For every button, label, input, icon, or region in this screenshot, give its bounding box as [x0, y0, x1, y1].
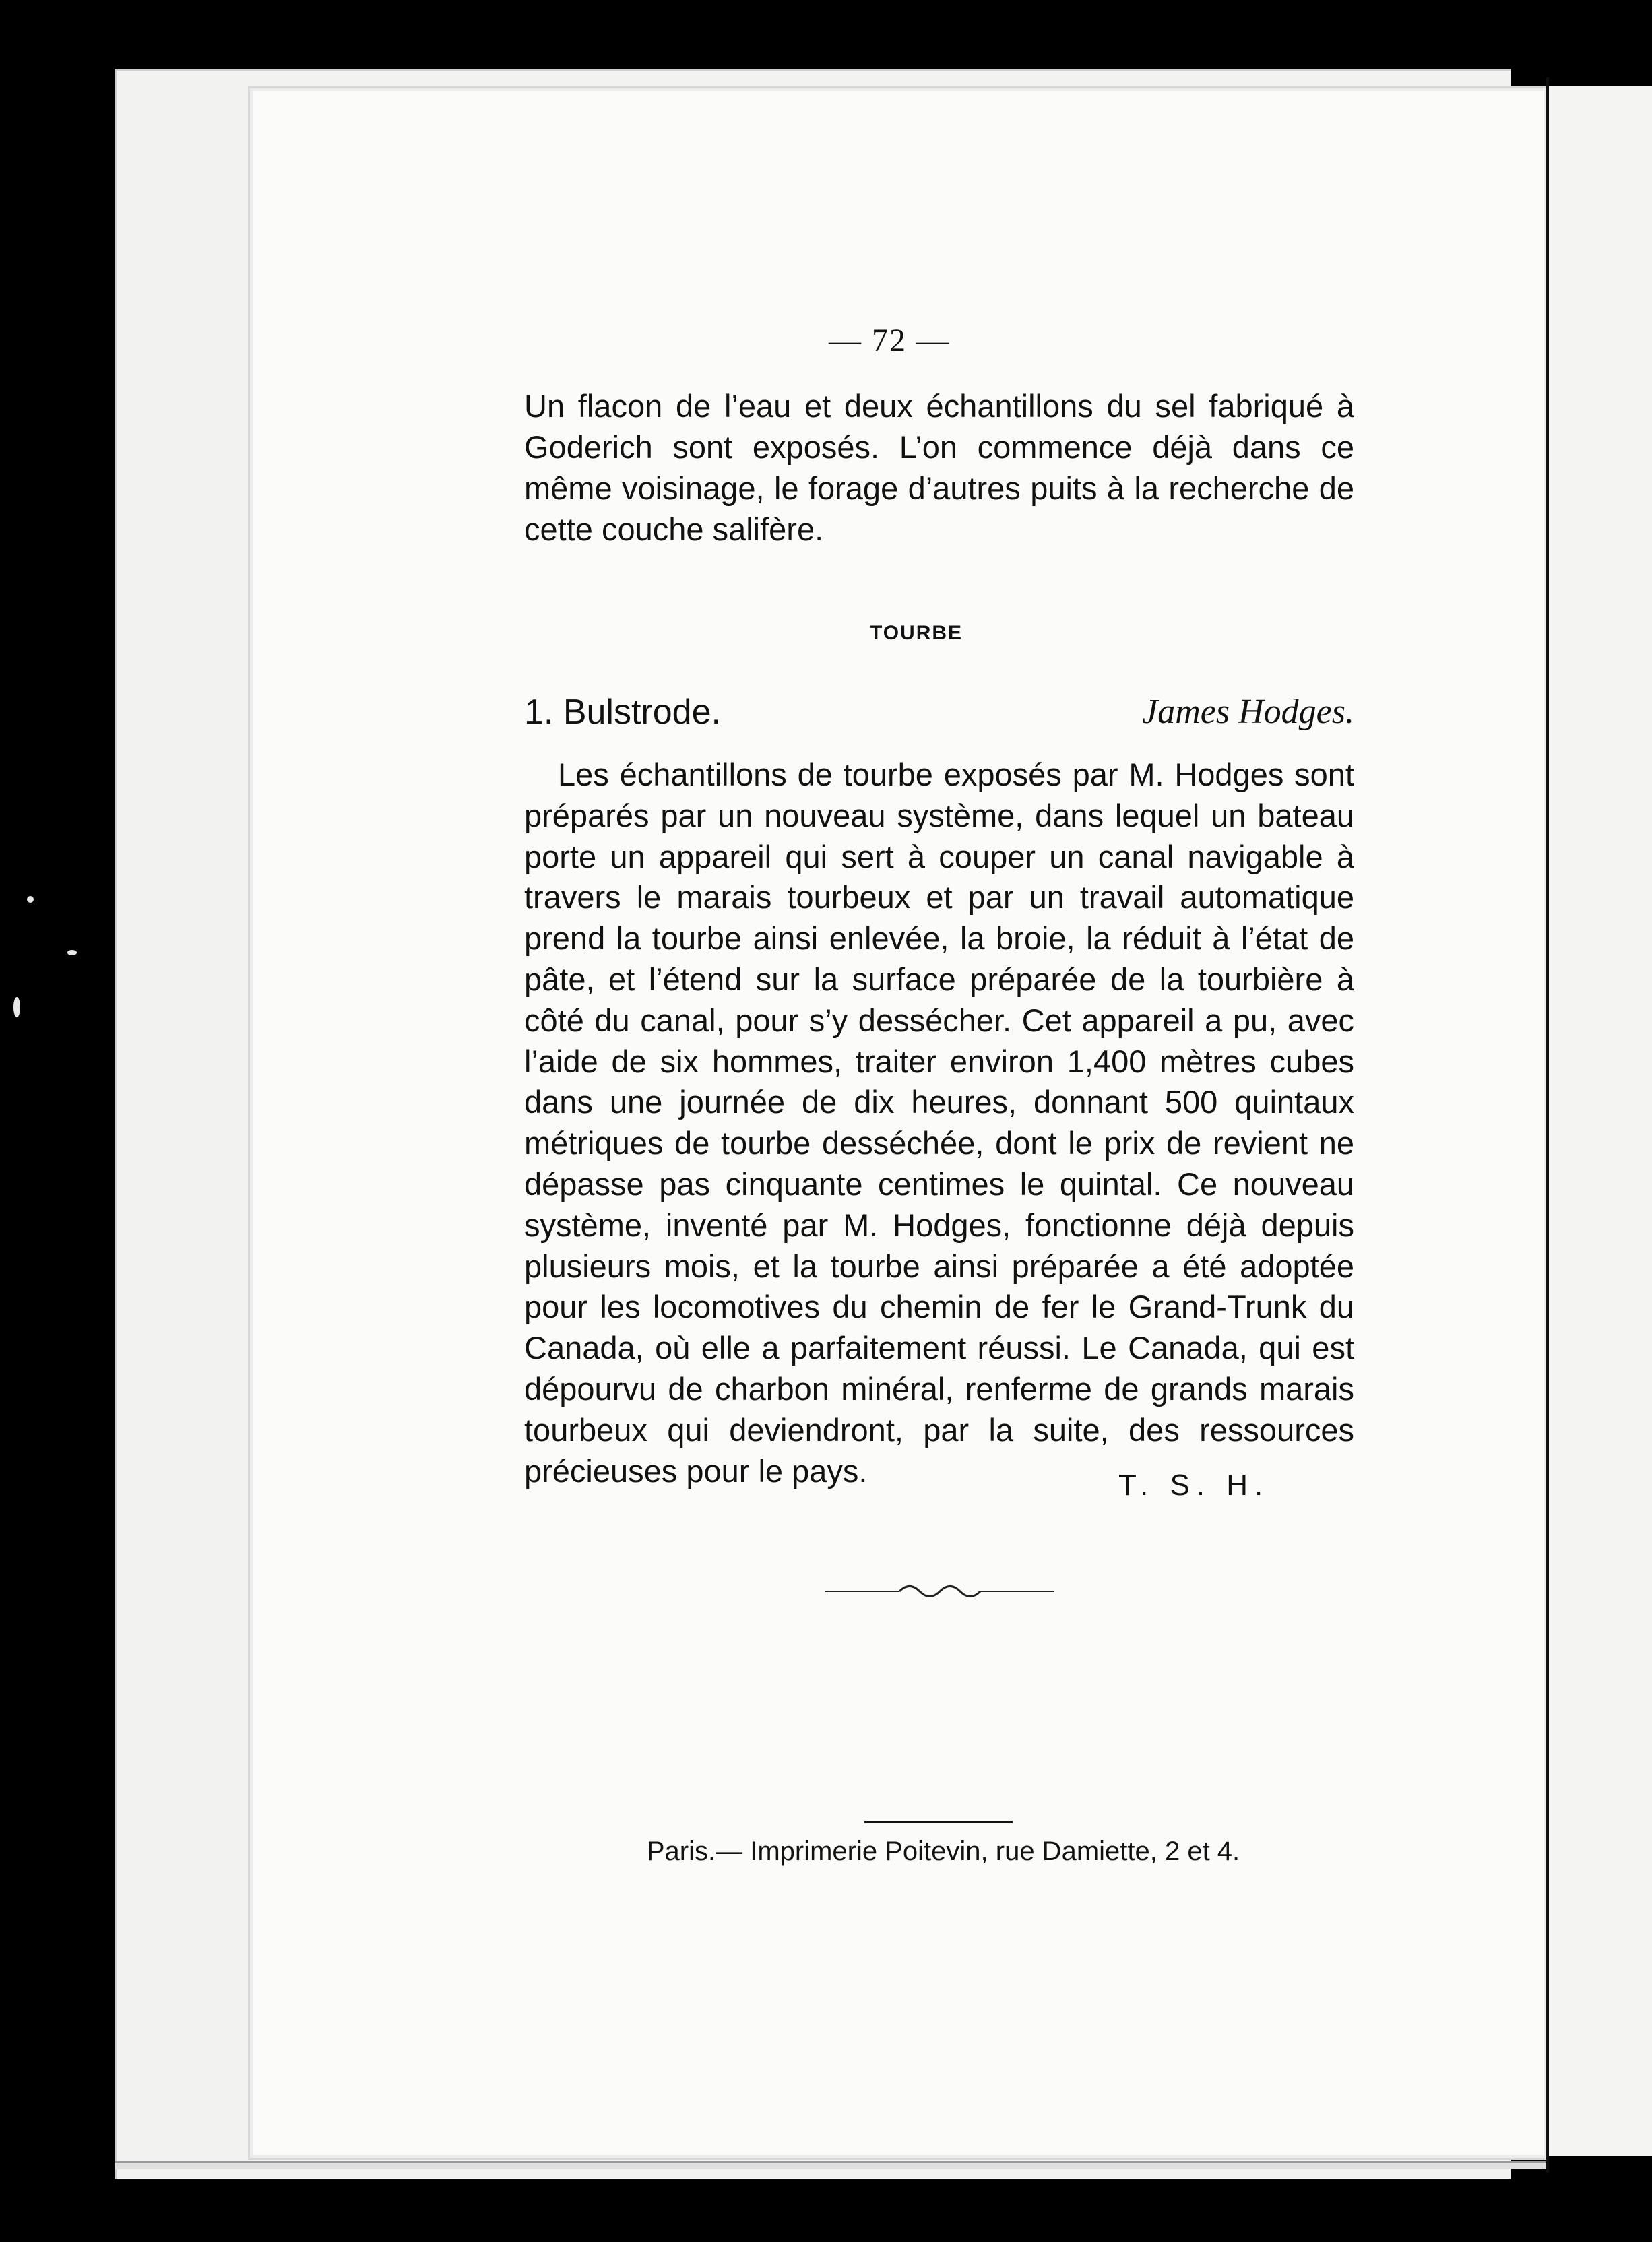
paragraph-peat: Les échantillons de tourbe exposés par M. Hodges sont préparés par un nouveau système, dans lequel un bateau porte un appareil qui sert à couper un canal navigable à travers le marais tourbeux et par un travail automatique prend la tourbe ainsi enlevée, la broie, la réduit à l’état de pâte, et l’étend sur la surface préparée de la tourbière à côté du canal, pour s’y dessécher. Cet appareil a pu, avec l’aide de six hommes, traiter environ 1,400 mètres cubes dans une journée de dix heures, donnant 500 quintaux métriques de tourbe desséchée, dont le prix de revient ne dépasse pas cinquante centimes le quintal. Ce nouveau système, inventé par M. Hodges, fonctionne déjà depuis plusieurs mois, et la tourbe ainsi préparée a été adoptée pour les locomotives du chemin de fer le Grand-Trunk du Canada, où elle a parfaitement réussi. Le Canada, qui est dépourvu de charbon minéral, renferme de grands marais tourbeux qui deviendront, par la suite, des ressources précieuses pour le pays.: [524, 757, 1354, 1489]
next-page-edge: [1548, 86, 1652, 2156]
entry-exhibitor: James Hodges.: [1142, 693, 1354, 731]
printer-imprint: Paris.— Imprimerie Poitevin, rue Damiette, 2 et 4.: [646, 1836, 1240, 1866]
ornament-divider: [825, 1578, 1054, 1605]
scan-speck: [67, 950, 77, 955]
scan-speck: [13, 997, 20, 1017]
page-number: — 72 —: [829, 323, 950, 358]
page-edge-line: [1546, 77, 1549, 2173]
signature-initials: T. S. H.: [1118, 1469, 1270, 1502]
footer-rule: [864, 1821, 1013, 1823]
entry-heading: [524, 688, 1354, 736]
scan-speck: [27, 896, 34, 903]
section-title: TOURBE: [869, 622, 963, 644]
paragraph-salt: Un flacon de l’eau et deux échantillons du sel fabriqué à Goderich sont exposés. L’on commence déjà dans ce même voisinage, le forage d’autres puits à la recherche de cette couche salifère.: [524, 388, 1354, 547]
entry-location: 1. Bulstrode.: [524, 693, 721, 732]
bottom-edge: [115, 2161, 1546, 2169]
